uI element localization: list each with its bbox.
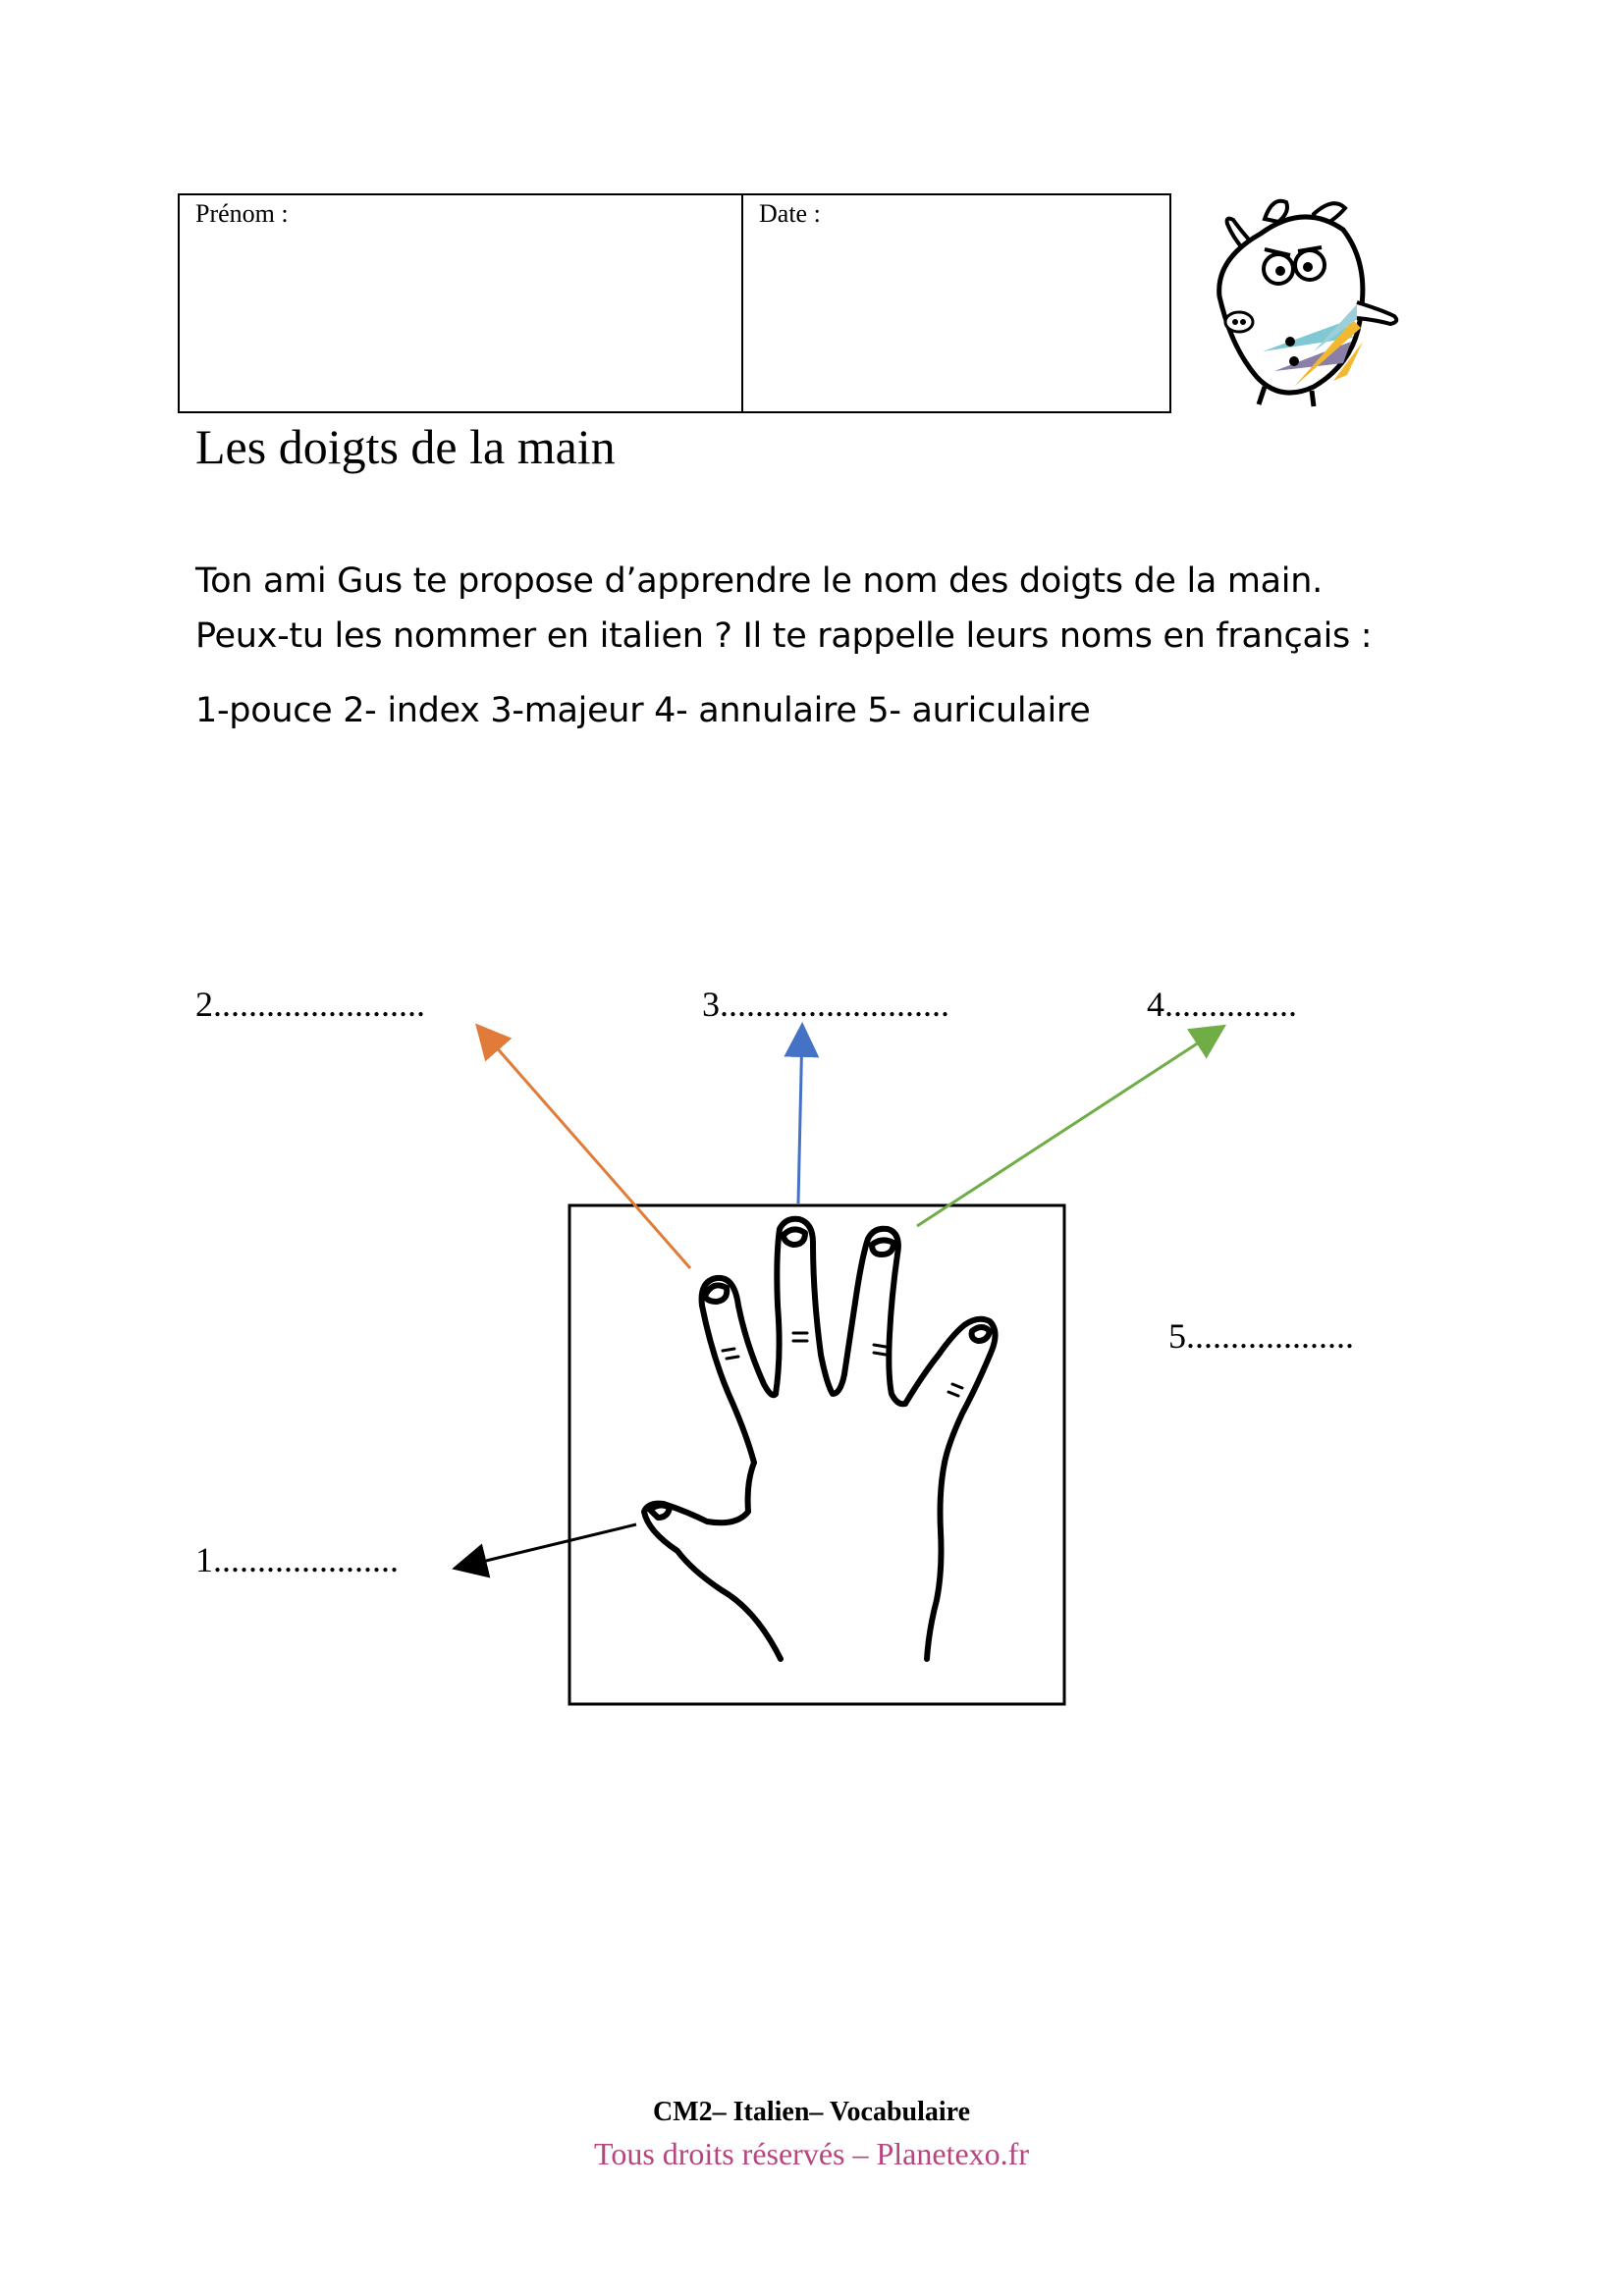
date-label: Date : [759, 199, 821, 228]
hand-icon [644, 1219, 996, 1659]
intro-line: Peux-tu les nommer en italien ? Il te rappelle leurs noms en français : [195, 616, 1373, 656]
label-1-pouce[interactable]: 1..................... [195, 1540, 399, 1579]
arrow-index [479, 1028, 690, 1268]
label-5-auriculaire[interactable]: 5................... [1168, 1316, 1354, 1356]
intro-line: Ton ami Gus te propose d’apprendre le nom des doigts de la main. [195, 561, 1323, 601]
label-4-annulaire[interactable]: 4............... [1147, 985, 1297, 1024]
label-3-majeur[interactable]: 3.......................... [702, 985, 949, 1024]
footer-rights: Tous droits réservés – Planetexo.fr [594, 2136, 1029, 2171]
footer-course: CM2– Italien– Vocabulaire [652, 2097, 971, 2127]
page-title: Les doigts de la main [195, 419, 616, 474]
hand-frame [569, 1205, 1064, 1704]
label-2-index[interactable]: 2........................ [195, 985, 425, 1024]
arrow-majeur [798, 1028, 802, 1203]
prenom-label: Prénom : [195, 199, 289, 228]
arrow-pouce [458, 1524, 636, 1568]
finger-names-french: 1-pouce 2- index 3-majeur 4- annulaire 5- auriculaire [195, 691, 1091, 730]
arrow-annulaire [917, 1028, 1221, 1226]
